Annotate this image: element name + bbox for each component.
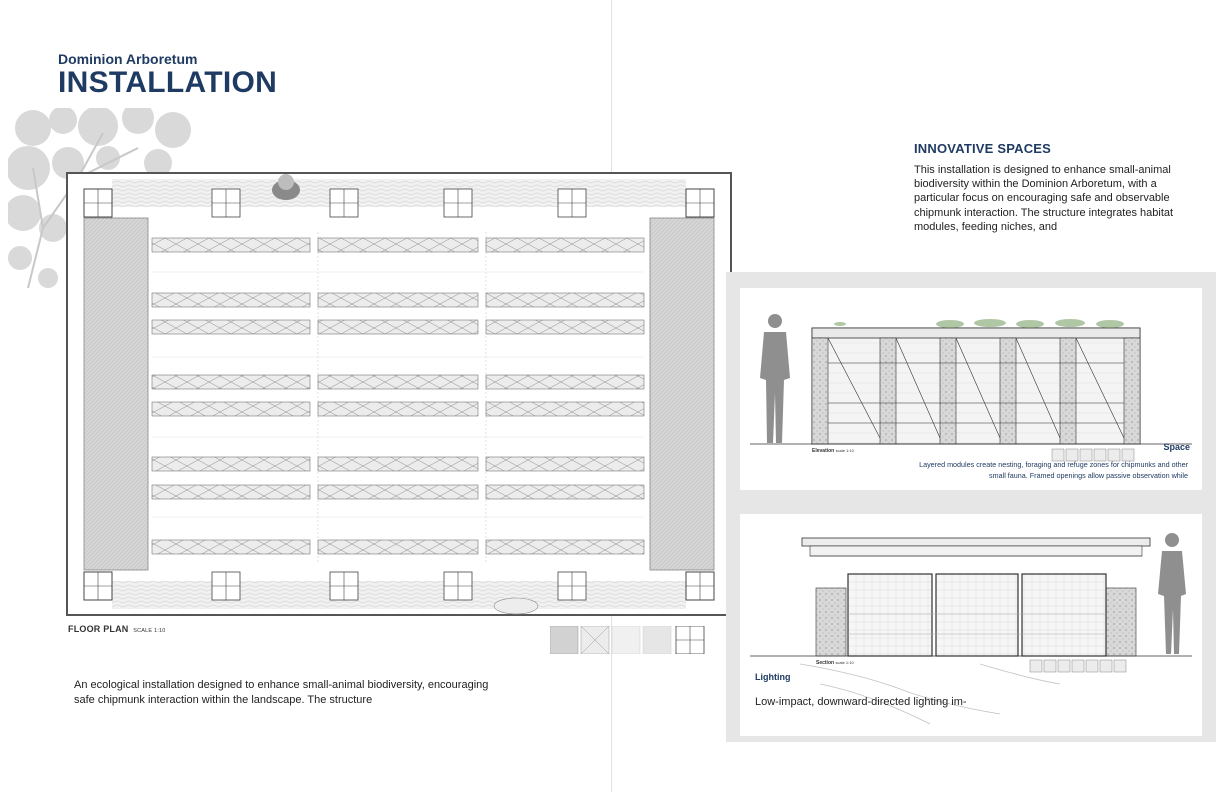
- section-scale: scale 1:10: [835, 660, 854, 665]
- section-card: [740, 514, 1202, 736]
- lighting-caption-title: Lighting: [755, 672, 791, 682]
- space-caption-title: Space: [1163, 442, 1190, 452]
- elevation-card: [740, 288, 1202, 490]
- page-title: INSTALLATION: [58, 66, 278, 99]
- space-caption-text: Layered modules create nesting, foraging and refuge zones for chipmunks and other small fauna. Framed openings allow passive observation while: [919, 460, 1188, 480]
- elevation-label: [812, 448, 854, 454]
- section-label-text: Section: [816, 660, 835, 666]
- floor-plan-label-text: FLOOR PLAN: [68, 624, 129, 634]
- material-legend-swatches: [550, 626, 706, 654]
- elevation-label-text: Elevation: [812, 448, 835, 454]
- section-label: [816, 660, 854, 666]
- elevation-scale: scale 1:10: [835, 448, 854, 453]
- lighting-caption-text: Low-impact, downward-directed lighting im-: [755, 696, 967, 708]
- floor-plan-label: [68, 624, 165, 634]
- floor-plan-scale: SCALE 1:10: [133, 628, 166, 634]
- project-subtitle: Dominion Arboretum: [58, 51, 198, 67]
- floor-plan-drawing: [66, 172, 732, 616]
- floor-plan-description: An ecological installation designed to enhance small-animal biodiversity, encouraging safe chipmunk interaction within the landscape. The structure: [74, 679, 489, 706]
- innovative-spaces-body: This installation is designed to enhance small-animal biodiversity within the Dominion Arboretum, with a particular focus on encouraging safe and observable chipmunk interaction. The structure integrates habitat modules, feeding niches, and: [914, 164, 1174, 233]
- innovative-spaces-heading: INNOVATIVE SPACES: [914, 141, 1052, 156]
